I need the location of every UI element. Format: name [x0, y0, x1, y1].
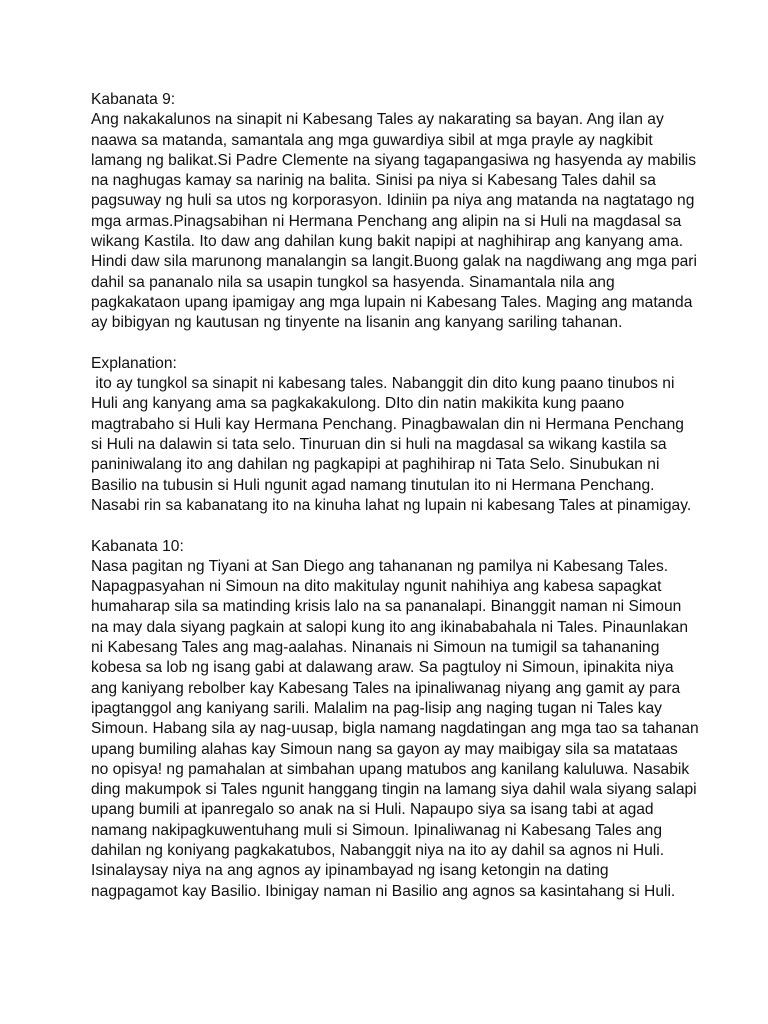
text-line: ang kaniyang rebolber kay Kabesang Tales na ipinaliwanag niyang ang gamit ay para — [91, 679, 681, 697]
text-line: na may dala siyang pagkain at salopi kung ito ang ikinababahala ni Tales. Pinaunlakan — [91, 618, 689, 636]
text-line: upang bumiling alahas kay Simoun nang sa gayon ay may maibigay sila sa matataas — [91, 740, 678, 758]
text-line: ay bibigyan ng kautusan ng tinyente na lisanin ang kanyang sariling tahanan. — [91, 314, 623, 332]
text-line: ding makumpok si Tales ngunit hanggang tingin na lamang siya dahil wala siyang salapi — [91, 781, 697, 799]
section-heading: Kabanata 9: — [91, 91, 176, 108]
text-line: naawa sa matanda, samantala ang mga guwardiya sibil at mga prayle ay nagkibit — [91, 131, 653, 149]
text-line: ito ay tungkol sa sinapit ni kabesang tales. Nabanggit din dito kung paano tinubos ni — [91, 375, 675, 393]
text-line: Nasa pagitan ng Tiyani at San Diego ang tahananan ng pamilya ni Kabesang Tales. — [91, 557, 669, 575]
text-line: nagpagamot kay Basilio. Ibinigay naman ni Basilio ang agnos sa kasintahang si Huli. — [91, 882, 676, 900]
text-line: Simoun. Habang sila ay nag-uusap, bigla namang nagdatingan ang mga tao sa tahanan — [91, 720, 699, 738]
text-line: pagkakataon upang ipamigay ang mga lupain ni Kabesang Tales. Maging ang matanda — [91, 293, 693, 311]
text-line: na naghugas kamay sa narinig na balita. Sinisi pa niya si Kabesang Tales dahil sa — [91, 172, 656, 190]
text-line: Ang nakakalunos na sinapit ni Kabesang Tales ay nakarating sa bayan. Ang ilan ay — [91, 111, 664, 129]
text-line: magtrabaho si Huli kay Hermana Penchang. Pinagbawalan din ni Hermana Penchang — [91, 415, 684, 433]
section-explanation — [91, 354, 731, 516]
text-line: Huli ang kanyang ama sa pagkakakulong. DIto din natin makikita kung paano — [91, 395, 625, 413]
section-heading: Explanation: — [91, 354, 177, 372]
text-line: ni Kabesang Tales ang mag-aalahas. Ninanais ni Simoun na tumigil sa tahananing — [91, 639, 660, 657]
section-kabanata-9 — [91, 90, 731, 334]
text-line: Nasabi rin sa kabanatang ito na kinuha lahat ng lupain ni kabesang Tales at pinamigay. — [91, 496, 692, 514]
text-line: humaharap sila sa matinding krisis lalo na sa pananalapi. Binanggit naman ni Simoun — [91, 598, 682, 616]
text-line: paniniwalang ito ang dahilan ng pagkapipi at paghihirap ni Tata Selo. Sinubukan ni — [91, 456, 660, 474]
text-line: namang nakipagkuwentuhang muli si Simoun. Ipinaliwanag ni Kabesang Tales ang — [91, 821, 662, 839]
text-line: ipagtanggol ang kaniyang sarili. Malalim na pag-lisip ang naging tugan ni Tales kay — [91, 699, 662, 717]
paragraph-gap — [91, 516, 731, 536]
paragraph-gap — [91, 334, 731, 354]
text-line: mga armas.Pinagsabihan ni Hermana Penchang ang alipin na si Huli na magdasal sa — [91, 212, 682, 230]
text-line: dahil sa pananalo nila sa usapin tungkol sa hasyenda. Sinamantala nila ang — [91, 273, 615, 291]
text-line: lamang ng balikat.Si Padre Clemente na siyang tagapangasiwa ng hasyenda ay mabilis — [91, 151, 697, 169]
text-line: si Huli na dalawin si tata selo. Tinuruan din si huli na magdasal sa wikang kastila sa — [91, 436, 667, 454]
text-line: kobesa sa lob ng isang gabi at dalawang araw. Sa pagtuloy ni Simoun, ipinakita niya — [91, 659, 674, 677]
text-line: wikang Kastila. Ito daw ang dahilan kung bakit napipi at naghihirap ang kanyang ama. — [91, 233, 684, 251]
text-line: Isinalaysay niya na ang agnos ay ipinambayad ng isang ketongin na dating — [91, 862, 609, 880]
text-line: Napagpasyahan ni Simoun na dito makitulay ngunit nahihiya ang kabesa sapagkat — [91, 578, 662, 596]
text-line: no opisya! ng pamahalan at simbahan upang matubos ang kanilang kaluluwa. Nasabik — [91, 760, 690, 778]
text-line: Hindi daw sila marunong manalangin sa langit.Buong galak na nagdiwang ang mga pari — [91, 253, 697, 271]
text-line: Basilio na tubusin si Huli ngunit agad namang tinutulan ito ni Hermana Penchang. — [91, 476, 655, 494]
document-page — [91, 90, 731, 902]
section-kabanata-10 — [91, 537, 731, 902]
section-heading: Kabanata 10: — [91, 537, 184, 555]
text-line: pagsuway ng huli sa utos ng korporasyon. Idiniin pa niya ang matanda na nagtatago ng — [91, 192, 695, 210]
text-line: upang bumili at ipanregalo so anak na si Huli. Napaupo siya sa isang tabi at agad — [91, 801, 654, 819]
text-line: dahilan ng koniyang pagkakatubos, Nabanggit niya na ito ay dahil sa agnos ni Huli. — [91, 841, 665, 859]
